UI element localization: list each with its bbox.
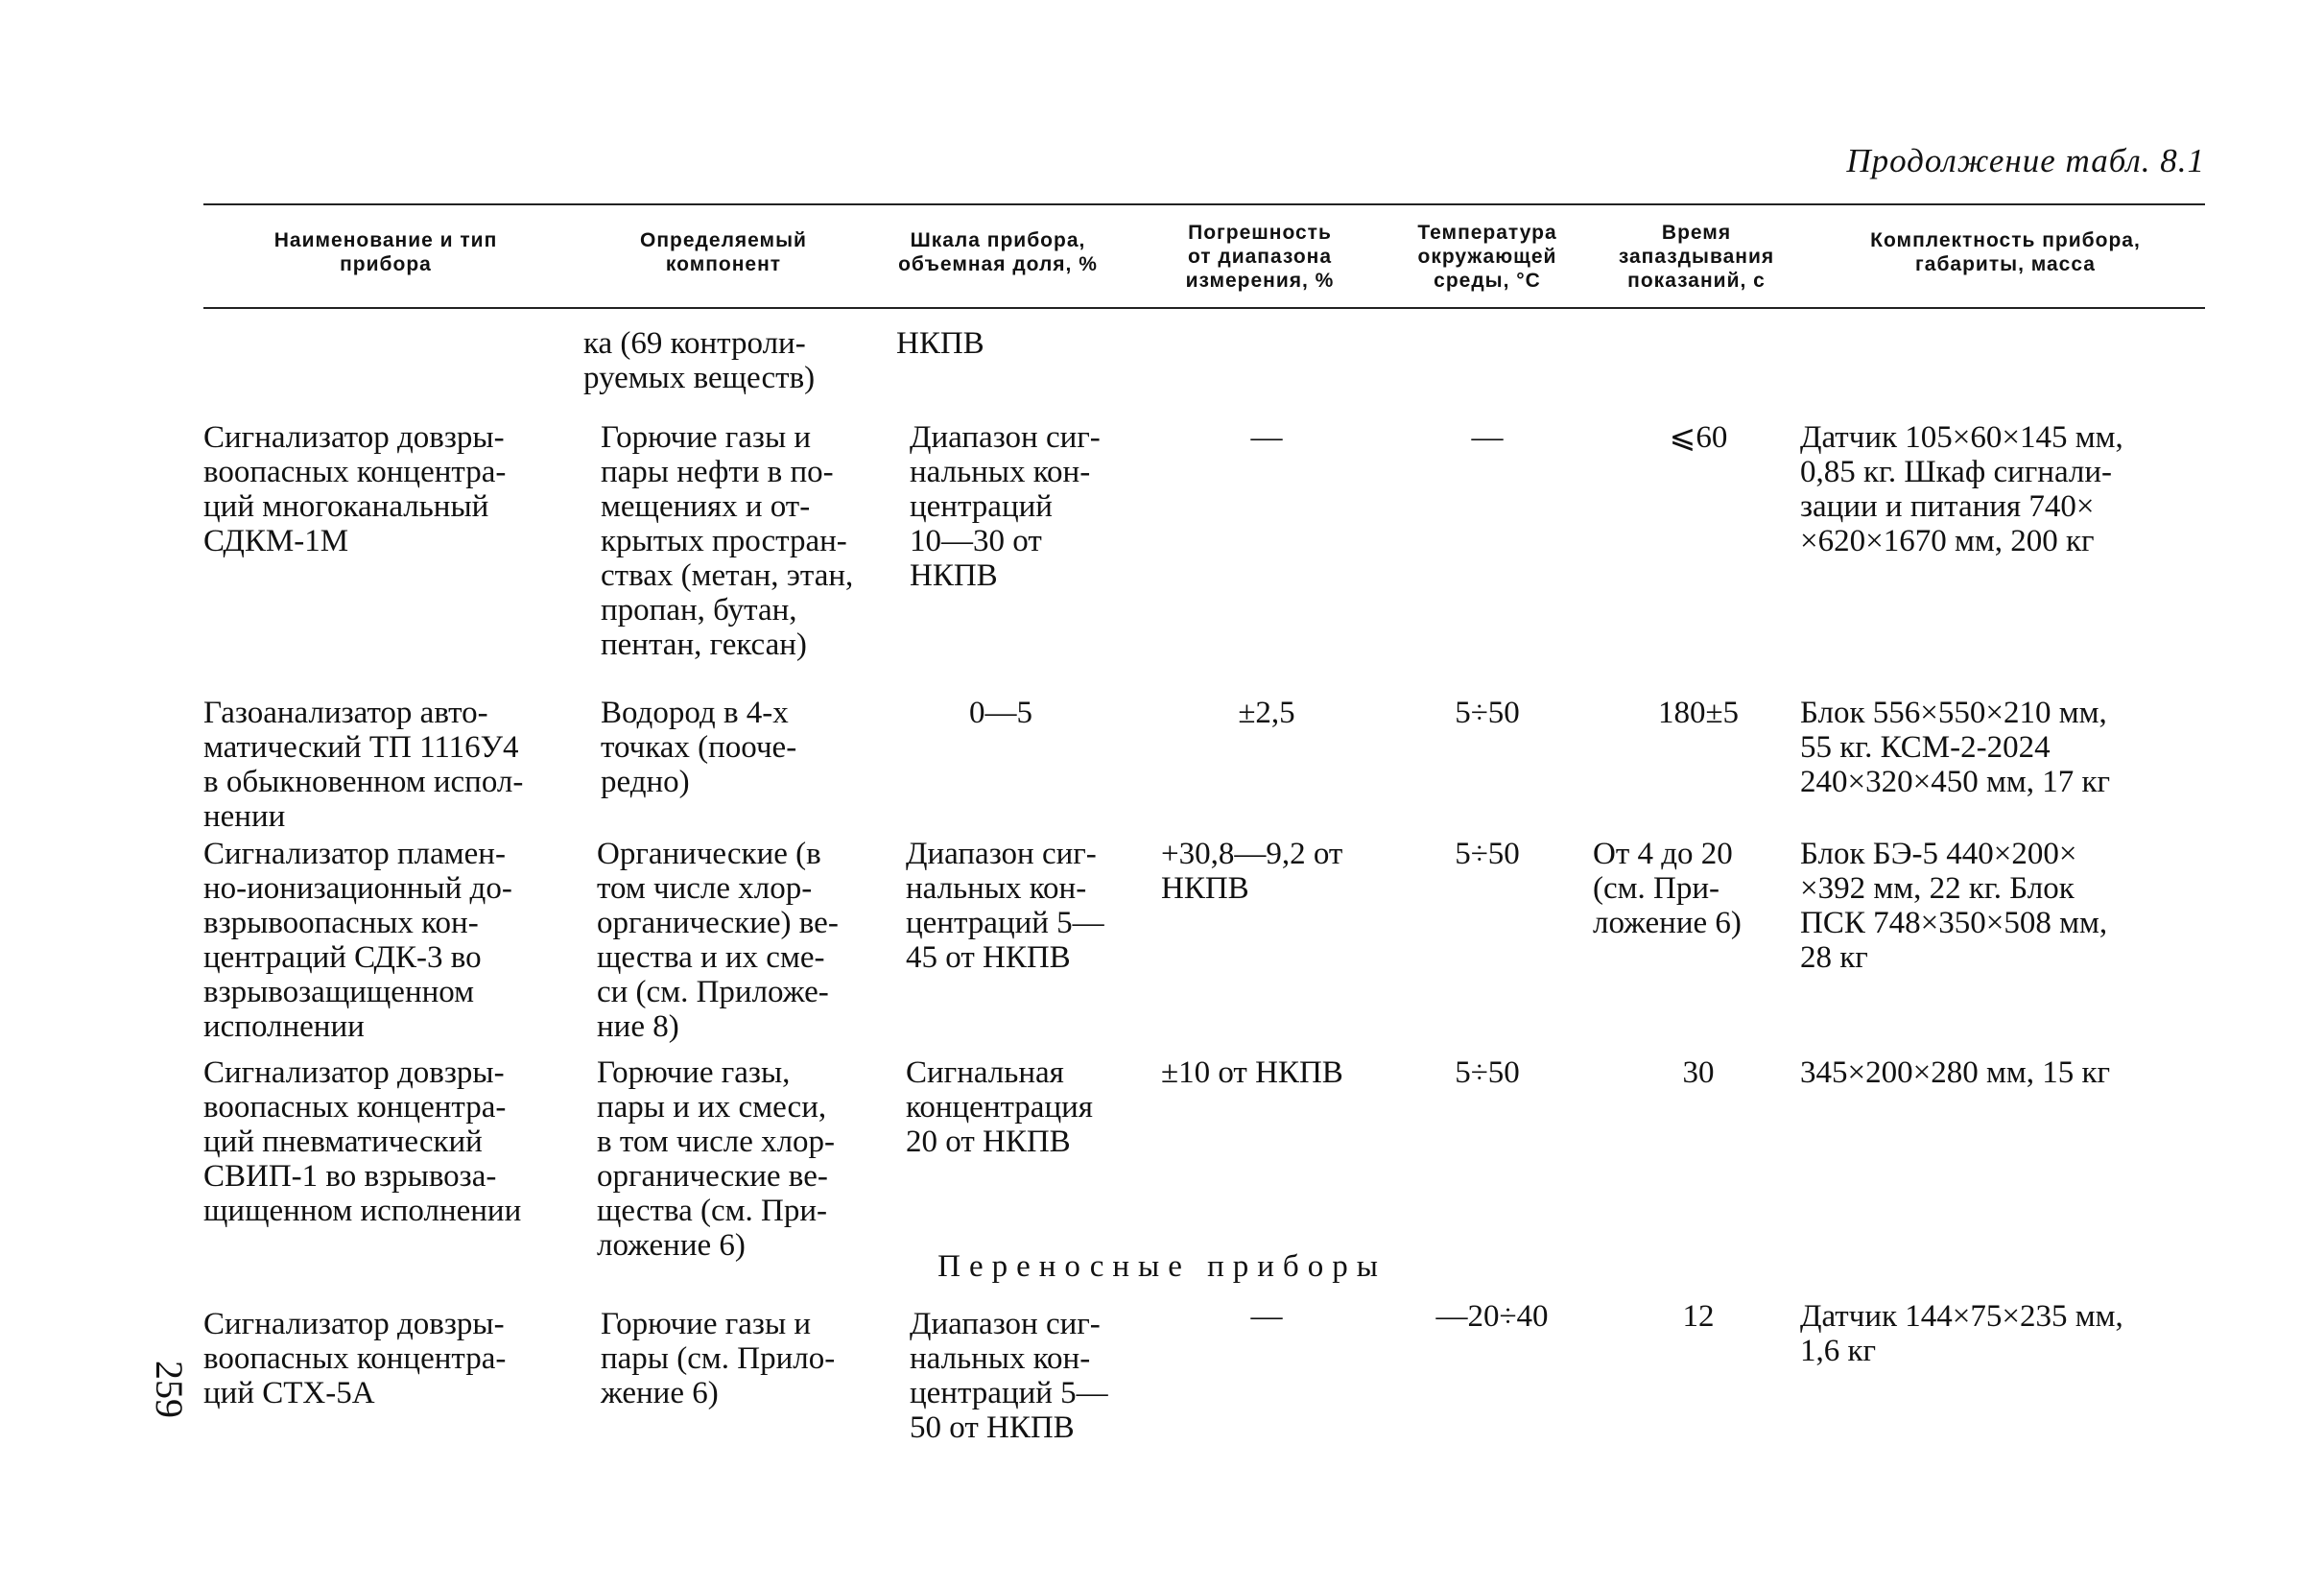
cell-kit: 345×200×280 мм, 15 кг [1800, 1055, 2111, 1090]
table-caption: Продолжение табл. 8.1 [1846, 142, 2205, 179]
cell-name: Сигнализатор довзры- воопасных концентра- ций многоканальный СДКМ-1М [203, 420, 507, 558]
cell-temperature: 5÷50 [1455, 837, 1520, 871]
cell-name: Сигнализатор пламен- но-ионизационный до- взрывоопасных кон- центраций СДК-3 во взрывозащищенном исполнении [203, 837, 512, 1044]
cell-kit: Датчик 144×75×235 мм, 1,6 кг [1800, 1299, 2123, 1368]
cell-name: Газоанализатор авто- матический ТП 1116У4 в обыкновенном испол- нении [203, 696, 524, 834]
cell-component: Горючие газы и пары нефти в по- мещениях и от- крытых простран- ствах (метан, этан, пропан, бутан, пентан, гексан) [601, 420, 854, 662]
cell-kit: Блок БЭ-5 440×200× ×392 мм, 22 кг. Блок ПСК 748×350×508 мм, 28 кг [1800, 837, 2108, 975]
section-title: Переносные приборы [937, 1249, 1387, 1284]
cell-scale: НКПВ [896, 326, 984, 361]
header-delay: Время запаздывания показаний, с [1618, 222, 1775, 292]
cell-delay: 30 [1682, 1055, 1715, 1090]
table-header-rule [203, 307, 2205, 309]
cell-component: Горючие газы, пары и их смеси, в том числе хлор- органические ве- щества (см. При- ложение 6) [597, 1055, 836, 1263]
cell-kit: Блок 556×550×210 мм, 55 кг. КСМ-2-2024 240×320×450 мм, 17 кг [1800, 696, 2111, 799]
table-top-rule [203, 203, 2205, 205]
cell-scale: Сигнальная концентрация 20 от НКПВ [906, 1055, 1093, 1159]
cell-name: Сигнализатор довзры- воопасных концентра- ций СТХ-5А [203, 1307, 507, 1410]
cell-scale: Диапазон сиг- нальных кон- центраций 5— 50 от НКПВ [910, 1307, 1108, 1445]
header-error: Погрешность от диапазона измерения, % [1185, 222, 1335, 292]
cell-error: ±2,5 [1238, 696, 1295, 730]
cell-component: ка (69 контроли- руемых веществ) [583, 326, 816, 395]
cell-error: — [1250, 420, 1283, 455]
cell-delay: От 4 до 20 (см. При- ложение 6) [1593, 837, 1742, 940]
header-name: Наименование и тип прибора [273, 229, 498, 275]
cell-scale: 0—5 [969, 696, 1032, 730]
cell-scale: Диапазон сиг- нальных кон- центраций 5— 45 от НКПВ [906, 837, 1104, 975]
cell-error: ±10 от НКПВ [1161, 1055, 1343, 1090]
header-temperature: Температура окружающей среды, °С [1417, 222, 1557, 292]
cell-temperature: 5÷50 [1455, 1055, 1520, 1090]
page-number: 259 [148, 1361, 191, 1418]
cell-error: +30,8—9,2 от НКПВ [1161, 837, 1343, 906]
header-component: Определяемый компонент [640, 229, 807, 275]
cell-component: Горючие газы и пары (см. Прило- жение 6) [601, 1307, 836, 1410]
header-kit: Комплектность прибора, габариты, масса [1870, 229, 2141, 275]
cell-delay: ⩽60 [1669, 420, 1728, 455]
cell-scale: Диапазон сиг- нальных кон- центраций 10—30 от НКПВ [910, 420, 1101, 593]
cell-temperature: 5÷50 [1455, 696, 1520, 730]
cell-component: Водород в 4-х точках (пооче- редно) [601, 696, 797, 799]
cell-delay: 12 [1682, 1299, 1715, 1334]
cell-component: Органические (в том числе хлор- органические) ве- щества и их сме- си (см. Приложе- ние 8) [597, 837, 839, 1044]
cell-delay: 180±5 [1657, 696, 1740, 730]
cell-kit: Датчик 105×60×145 мм, 0,85 кг. Шкаф сигнали- зации и питания 740× ×620×1670 мм, 200 кг [1800, 420, 2123, 558]
header-scale: Шкала прибора, объемная доля, % [898, 229, 1098, 275]
cell-error: — [1250, 1299, 1283, 1334]
cell-name: Сигнализатор довзры- воопасных концентра- ций пневматический СВИП-1 во взрывоза- щищенном исполнении [203, 1055, 522, 1228]
cell-temperature: —20÷40 [1435, 1299, 1549, 1334]
cell-temperature: — [1471, 420, 1504, 455]
